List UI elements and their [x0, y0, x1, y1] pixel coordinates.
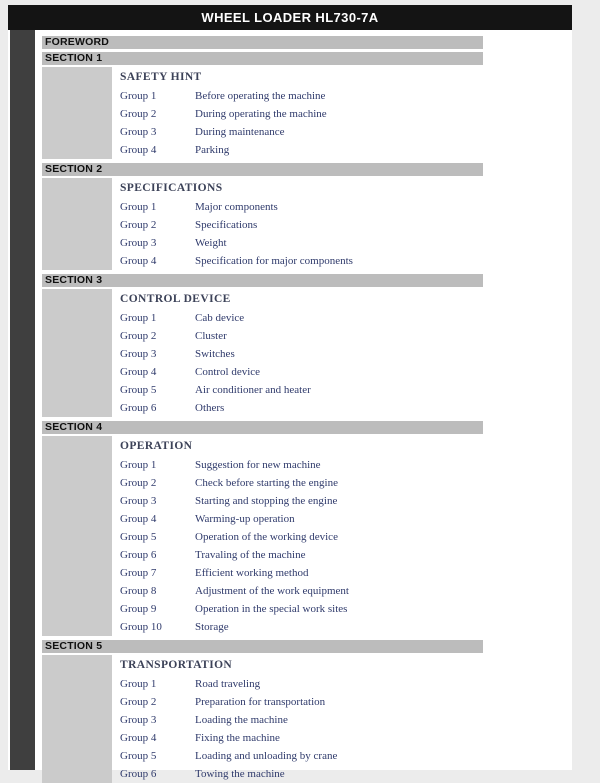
- group-number-link[interactable]: Group 6: [120, 402, 157, 414]
- group-row: [120, 381, 483, 399]
- section-bar: SECTION 2: [42, 163, 483, 176]
- group-title-link[interactable]: During operating the machine: [195, 108, 327, 120]
- group-row: [120, 141, 483, 159]
- group-row: [120, 510, 483, 528]
- group-number-link[interactable]: Group 5: [120, 384, 157, 396]
- group-title-link[interactable]: Specification for major components: [195, 255, 353, 267]
- group-title-link[interactable]: Weight: [195, 237, 227, 249]
- group-number-link[interactable]: Group 4: [120, 366, 157, 378]
- section-title-link[interactable]: CONTROL DEVICE: [120, 293, 231, 305]
- group-number-link[interactable]: Group 1: [120, 312, 157, 324]
- manual-toc-page: [8, 5, 572, 780]
- group-title-link[interactable]: Storage: [195, 621, 229, 633]
- group-title-link[interactable]: Towing the machine: [195, 768, 285, 780]
- group-number-link[interactable]: Group 7: [120, 567, 157, 579]
- group-title-link[interactable]: Switches: [195, 348, 235, 360]
- group-title-link[interactable]: Parking: [195, 144, 230, 156]
- group-row: [120, 600, 483, 618]
- section-rows: [120, 289, 483, 417]
- section-body: [42, 436, 483, 636]
- section-left-block: [42, 67, 112, 159]
- group-number-link[interactable]: Group 2: [120, 696, 157, 708]
- group-title-link[interactable]: Check before starting the engine: [195, 477, 338, 489]
- group-title-link[interactable]: Fixing the machine: [195, 732, 280, 744]
- group-title-link[interactable]: Control device: [195, 366, 261, 378]
- group-row: [120, 252, 483, 270]
- group-title-link[interactable]: Loading and unloading by crane: [195, 750, 338, 762]
- section-rows: [120, 655, 483, 783]
- group-title-link[interactable]: Efficient working method: [195, 567, 309, 579]
- group-row: [120, 216, 483, 234]
- group-number-link[interactable]: Group 3: [120, 126, 157, 138]
- group-number-link[interactable]: Group 1: [120, 201, 157, 213]
- group-number-link[interactable]: Group 3: [120, 237, 157, 249]
- group-number-link[interactable]: Group 4: [120, 732, 157, 744]
- section-left-block: [42, 289, 112, 417]
- group-row: [120, 675, 483, 693]
- group-title-link[interactable]: Before operating the machine: [195, 90, 326, 102]
- group-title-link[interactable]: Specifications: [195, 219, 258, 231]
- toc-content: [42, 30, 483, 780]
- left-dark-strip: [10, 30, 35, 770]
- section-title-link[interactable]: SAFETY HINT: [120, 71, 202, 83]
- group-row: [120, 492, 483, 510]
- group-number-link[interactable]: Group 3: [120, 348, 157, 360]
- group-number-link[interactable]: Group 9: [120, 603, 157, 615]
- group-row: [120, 711, 483, 729]
- group-title-link[interactable]: Loading the machine: [195, 714, 288, 726]
- group-title-link[interactable]: Suggestion for new machine: [195, 459, 321, 471]
- toc-section: [42, 421, 483, 636]
- section-title-link[interactable]: OPERATION: [120, 440, 193, 452]
- section-title-link[interactable]: SPECIFICATIONS: [120, 182, 223, 194]
- group-number-link[interactable]: Group 2: [120, 108, 157, 120]
- group-title-link[interactable]: Starting and stopping the engine: [195, 495, 338, 507]
- group-number-link[interactable]: Group 3: [120, 714, 157, 726]
- group-title-link[interactable]: During maintenance: [195, 126, 285, 138]
- group-row: [120, 234, 483, 252]
- group-title-link[interactable]: Preparation for transportation: [195, 696, 326, 708]
- section-rows: [120, 178, 483, 270]
- group-number-link[interactable]: Group 2: [120, 477, 157, 489]
- section-rows: [120, 436, 483, 636]
- group-row: [120, 765, 483, 783]
- group-title-link[interactable]: Road traveling: [195, 678, 261, 690]
- group-row: [120, 309, 483, 327]
- group-title-link[interactable]: Operation in the special work sites: [195, 603, 348, 615]
- toc-section: [42, 163, 483, 270]
- group-title-link[interactable]: Travaling of the machine: [195, 549, 306, 561]
- toc-section: [42, 52, 483, 159]
- group-row: [120, 747, 483, 765]
- group-row: [120, 345, 483, 363]
- group-row: [120, 456, 483, 474]
- group-number-link[interactable]: Group 8: [120, 585, 157, 597]
- group-title-link[interactable]: Operation of the working device: [195, 531, 338, 543]
- group-row: [120, 546, 483, 564]
- section-left-block: [42, 436, 112, 636]
- group-title-link[interactable]: Others: [195, 402, 225, 414]
- group-row: [120, 87, 483, 105]
- group-row: [120, 618, 483, 636]
- section-bar: SECTION 1: [42, 52, 483, 65]
- group-number-link[interactable]: Group 2: [120, 330, 157, 342]
- page-body: [8, 30, 572, 780]
- group-number-link[interactable]: Group 1: [120, 459, 157, 471]
- group-title-link[interactable]: Major components: [195, 201, 278, 213]
- group-number-link[interactable]: Group 1: [120, 678, 157, 690]
- group-number-link[interactable]: Group 4: [120, 144, 157, 156]
- group-number-link[interactable]: Group 1: [120, 90, 157, 102]
- section-bar: SECTION 3: [42, 274, 483, 287]
- group-row: [120, 363, 483, 381]
- section-bar: SECTION 4: [42, 421, 483, 434]
- group-row: [120, 564, 483, 582]
- foreword-bar: FOREWORD: [42, 36, 483, 49]
- section-bar: SECTION 5: [42, 640, 483, 653]
- group-row: [120, 528, 483, 546]
- group-number-link[interactable]: Group 4: [120, 255, 157, 267]
- section-body: [42, 178, 483, 270]
- group-title-link[interactable]: Air conditioner and heater: [195, 384, 311, 396]
- page-title: WHEEL LOADER HL730-7A: [8, 5, 572, 30]
- group-title-link[interactable]: Cab device: [195, 312, 245, 324]
- toc-section: [42, 274, 483, 417]
- section-left-block: [42, 178, 112, 270]
- group-row: [120, 327, 483, 345]
- group-title-link[interactable]: Warming-up operation: [195, 513, 295, 525]
- section-rows: [120, 67, 483, 159]
- group-row: [120, 105, 483, 123]
- group-title-link[interactable]: Adjustment of the work equipment: [195, 585, 349, 597]
- group-number-link[interactable]: Group 3: [120, 495, 157, 507]
- group-number-link[interactable]: Group 10: [120, 621, 162, 633]
- group-title-link[interactable]: Cluster: [195, 330, 227, 342]
- group-number-link[interactable]: Group 2: [120, 219, 157, 231]
- section-body: [42, 655, 483, 783]
- group-row: [120, 123, 483, 141]
- group-row: [120, 399, 483, 417]
- section-body: [42, 67, 483, 159]
- group-row: [120, 693, 483, 711]
- group-number-link[interactable]: Group 4: [120, 513, 157, 525]
- group-number-link[interactable]: Group 5: [120, 531, 157, 543]
- group-number-link[interactable]: Group 6: [120, 768, 157, 780]
- toc-section: [42, 640, 483, 783]
- group-row: [120, 729, 483, 747]
- group-row: [120, 198, 483, 216]
- section-title-link[interactable]: TRANSPORTATION: [120, 659, 233, 671]
- section-body: [42, 289, 483, 417]
- group-row: [120, 474, 483, 492]
- group-number-link[interactable]: Group 5: [120, 750, 157, 762]
- section-left-block: [42, 655, 112, 783]
- group-row: [120, 582, 483, 600]
- group-number-link[interactable]: Group 6: [120, 549, 157, 561]
